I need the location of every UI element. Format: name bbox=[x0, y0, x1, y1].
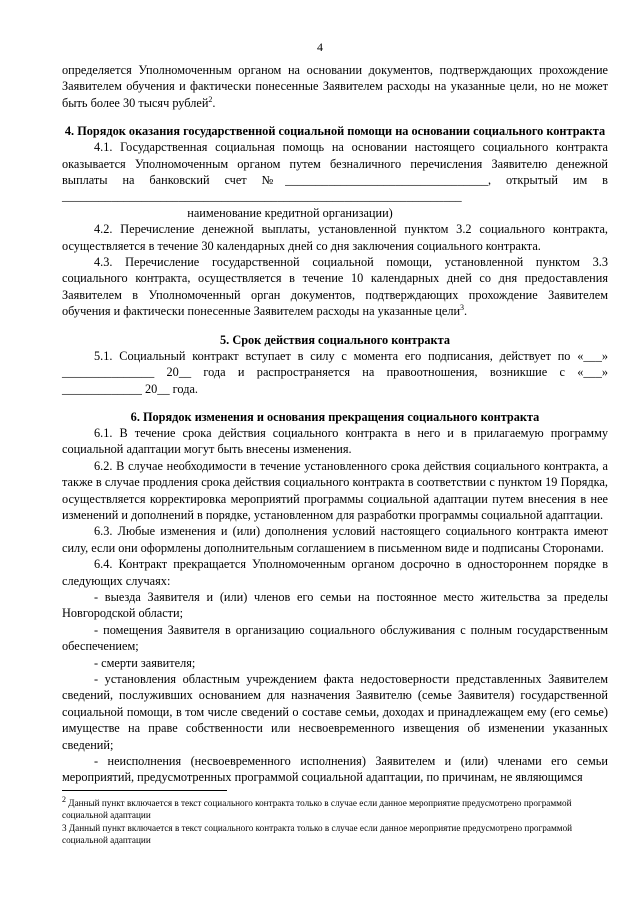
section-4-heading: 4. Порядок оказания государственной социальной помощи на основании социального контракта bbox=[64, 124, 606, 139]
section-5-heading: 5. Срок действия социального контракта bbox=[220, 332, 450, 347]
footnote-divider bbox=[62, 790, 227, 791]
list-item: - неисполнения (несвоевременного исполнения) Заявителем и (или) членами его семьи мероприятий, предусмотренных программой социальной адаптации, по причинам, не являющимся bbox=[62, 754, 608, 785]
footnote-ref-3: 3 bbox=[460, 303, 465, 313]
paragraph-6-1: 6.1. В течение срока действия социального контракта в него и в прилагаемую программу социальной адаптации могут быть внесены изменения. bbox=[62, 425, 608, 457]
footnote-3: 3 Данный пункт включается в текст социального контракта только в случае если данное мероприятие предусмотрено программой социальной адаптации bbox=[62, 822, 573, 846]
intro-text: определяется Уполномоченным органом на основании документов, подтверждающих прохождение Заявителем обучения и фактически понесенные Заявителем расходы на указанные цели, но не может быть более 30 тысяч рублей bbox=[62, 63, 608, 110]
paragraph-6-4: 6.4. Контракт прекращается Уполномоченным органом досрочно в одностороннем порядке в следующих случаях: bbox=[62, 557, 608, 588]
list-item: - выезда Заявителя и (или) членов его семьи на постоянное место жительства за пределы Новгородской области; bbox=[62, 589, 608, 621]
paragraph-4-2: 4.2. Перечисление денежной выплаты, установленной пунктом 3.2 социального контракта, осуществляется в течение 30 календарных дней со дня заключения социального контракта. bbox=[62, 222, 608, 253]
intro-paragraph bbox=[62, 62, 608, 111]
paragraph-6-3: 6.3. Любые изменения и (или) дополнения условий настоящего социального контракта имеют силу, если они оформлены дополнительным соглашением в письменном виде и подписаны Сторонами. bbox=[62, 524, 608, 555]
paragraph-4-1: 4.1. Государственная социальная помощь на основании настоящего социального контракта оказывается Уполномоченным органом путем безналичного перечисления Заявителю денежной выплаты на банковский счет №_________________________________, открытый им в _________________________________________________________________ bbox=[62, 140, 608, 204]
footnote-2-text: Данный пункт включается в текст социального контракта только в случае если данное мероприятие предусмотрено программой социальной адаптации bbox=[62, 798, 572, 821]
footnotes bbox=[62, 794, 608, 847]
footnote-ref-2: 2 bbox=[208, 94, 213, 104]
section-6-heading: 6. Порядок изменения и основания прекращения социального контракта bbox=[130, 409, 540, 424]
bank-name-label: наименование кредитной организации) bbox=[187, 205, 393, 220]
document-body bbox=[62, 62, 608, 786]
paragraph-5-1: 5.1. Социальный контракт вступает в силу с момента его подписания, действует по «___» _______________ 20__ года и распространяется на правоотношения, возникшие с «___» _____________ 20__ года. bbox=[62, 348, 608, 396]
list-item: - смерти заявителя; bbox=[94, 655, 196, 670]
list-item: - установления областным учреждением факта недостоверности представленных Заявителем сведений, послуживших основанием для назначения Заявителю (семье Заявителя) государственной социальной помощи, в том числе сведений о составе семьи, доходах и принадлежащем ему (его семье) имуществе на праве собственности или несвоевременного извещения об изменении указанных сведений; bbox=[62, 672, 608, 752]
paragraph-4-3-end: . bbox=[464, 304, 468, 319]
paragraph-4-3-text: 4.3. Перечисление государственной социальной помощи, установленной пунктом 3.3 социального контракта, осуществляется в течение 10 календарных дней со дня предоставления Заявителем в Уполномоченный орган документов, подтверждающих прохождение Заявителем обучения и фактически понесенные Заявителем расходы на указанные цели bbox=[62, 255, 608, 319]
paragraph-4-3 bbox=[62, 254, 608, 320]
footnote-2 bbox=[62, 794, 608, 822]
intro-end: . bbox=[212, 95, 216, 110]
footnote-2-mark: 2 bbox=[62, 794, 66, 804]
paragraph-6-2: 6.2. В случае необходимости в течение установленного срока действия социального контракта, а также в случае продления срока действия социального контракта в соответствии с пунктом 19 Порядка, осуществляется корректировка мероприятий программы социальной адаптации путем внесения в нее изменений и дополнений в порядке, установленном для разработки программы социальной адаптации. bbox=[62, 458, 608, 522]
page-number: 4 bbox=[317, 40, 323, 54]
list-item: - помещения Заявителя в организацию социального обслуживания с полным государственным обеспечением; bbox=[62, 622, 608, 654]
